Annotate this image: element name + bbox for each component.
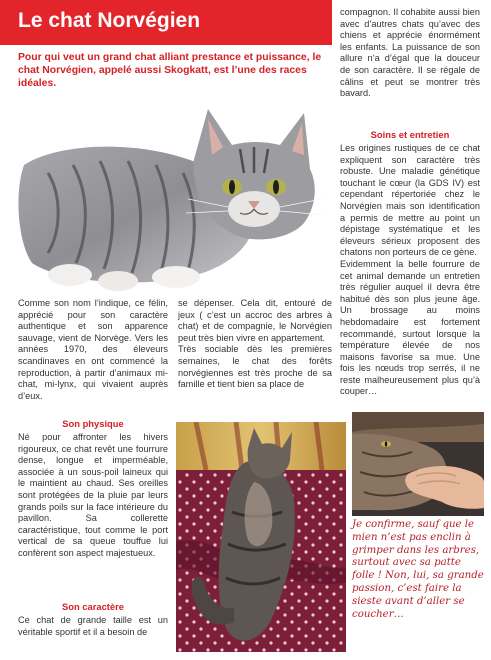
col1-intro: Comme son nom l’indique, ce félin, apprécié pour son caractère authentique et son apparence sauvage, vient de Norvège. Vers les années 1970, des éleveurs scandinaves en ont commencé la reproduction, à partir d’animaux mi-chat, mi-lynx, qui vivaient auprès d’eux. xyxy=(18,298,168,401)
col1-caractere xyxy=(18,615,168,638)
blanket-cat-illustration xyxy=(176,422,346,652)
col3-soins xyxy=(340,143,480,398)
col2-text1: se dépenser. Cela dit, entouré de jeux ( c’est un accroc des arbres à chat) et de compagnie, le Norvégien peut très bien vivre en appartement. xyxy=(178,298,332,343)
col3-top xyxy=(340,7,480,100)
physique-text: Né pour affronter les hivers rigoureux, ce chat revêt une fourrure dense, longue et imperméable, associée à un sous-poil laineux qui le maintient au chaud. Ses oreilles sont protégées de la pluie par leurs grands poils sur la face intérieure du pavillon. Sa collerette caractéristique, tout comme le port vertical de sa queue touffue lui confèrent son aspect majestueux. xyxy=(18,432,168,558)
section-heading-caractere: Son caractère xyxy=(61,601,124,612)
soins-text1: Les origines rustiques de ce chat expliquent son caractère très robuste. Une maladie génétique touchant le cœur (la GDS IV) est cependant répertoriée chez le Norvégien mais son identification a permis de mettre au point un dépistage systématique et les éleveurs sérieux proposent des chatons non porteurs de ce gène. xyxy=(340,143,480,258)
col1-physique xyxy=(18,432,168,560)
col3-intro-text: compagnon. Il cohabite aussi bien avec d’autres chats qu’avec des chiens et apprécie énormément les enfants. La puissance de son allure n’a d’égal que la douceur de son caractère. Il se régale de câlins et peut se montrer très bavard. xyxy=(340,7,480,99)
col1 xyxy=(18,298,168,402)
tabby-cat-photo xyxy=(18,103,332,295)
hand-cat-illustration xyxy=(352,412,484,516)
section-heading-soins: Soins et entretien xyxy=(370,129,450,140)
caractere-text: Ce chat de grande taille est un véritable sportif et il a besoin de xyxy=(18,615,168,637)
hand-petting-cat-photo xyxy=(352,412,484,516)
article-title: Le chat Norvégien xyxy=(18,9,201,32)
col2 xyxy=(178,298,332,391)
article-lead: Pour qui veut un grand chat alliant prestance et puissance, le chat Norvégien, appelé aussi Skogkatt, est l’une des races idéales. xyxy=(18,52,322,90)
section-heading-physique: Son physique xyxy=(62,418,124,429)
handwritten-caption: Je confirme, sauf que le mien n’est pas enclin à grimper dans les arbres, surtout avec sa patte folle ! Non, lui, sa grande passion, c’est faire la sieste avant d’aller se coucher… xyxy=(352,519,484,620)
col2-text2: Très sociable dès les premières semaines, le chat des forêts norvégiennes est très proche de sa famille et tient bien sa place de xyxy=(178,344,332,390)
soins-text2: Evidemment la belle fourrure de cet animal demande un entretien très régulier auquel il devra être habitué dès son plus jeune âge. Un brossage au moins hebdomadaire est fortement recommandé, surtout lorsque la température élevée de nos maisons favorise sa mue. Une fois les nœuds trop serrés, il ne reste malheureusement plus qu’à couper… xyxy=(340,258,480,397)
cat-on-blanket-photo xyxy=(176,422,346,652)
tabby-cat-illustration xyxy=(18,103,332,295)
